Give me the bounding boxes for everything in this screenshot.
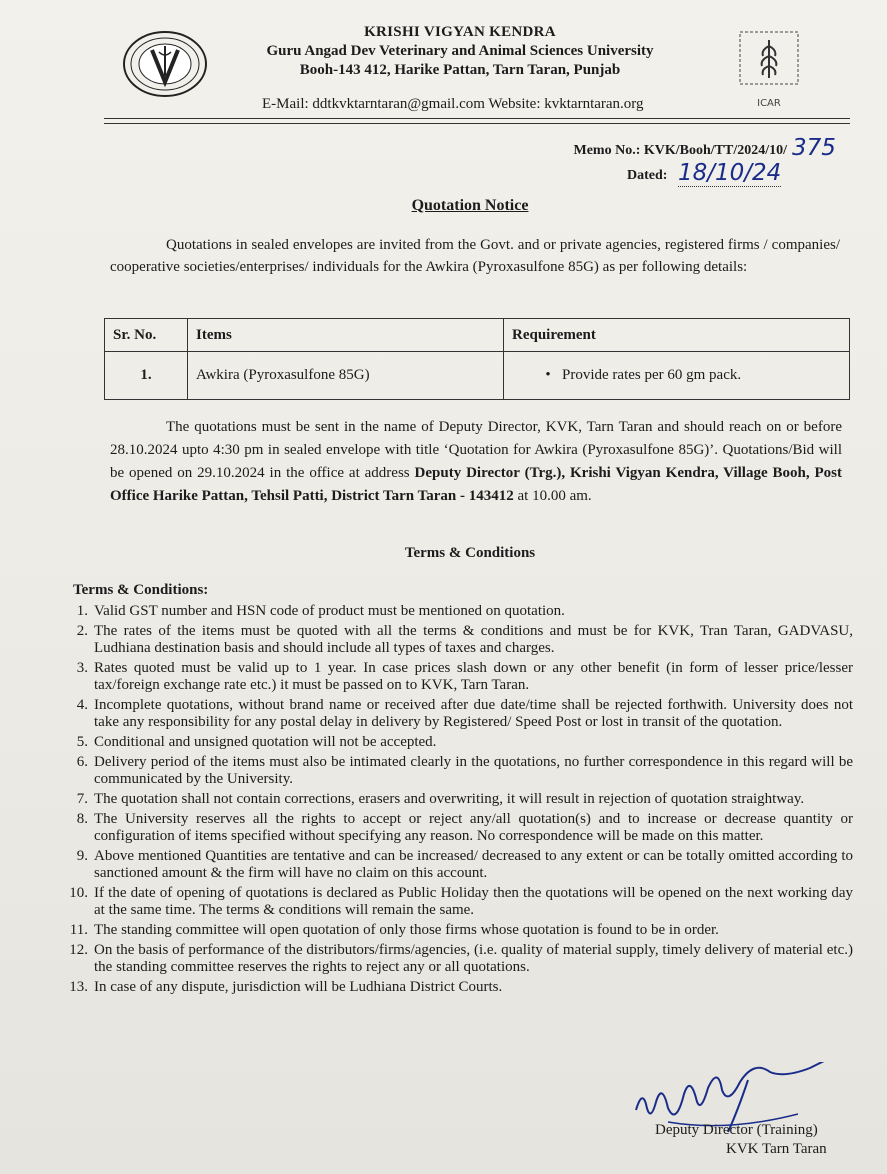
term-number: 7. — [76, 791, 88, 807]
term-text: The standing committee will open quotation of only those firms whose quotation is found to be in order. — [94, 922, 719, 938]
org-name: KRISHI VIGYAN KENDRA — [364, 24, 556, 40]
term-text: Valid GST number and HSN code of product must be mentioned on quotation. — [94, 603, 565, 619]
cell-item: Awkira (Pyroxasulfone 85G) — [188, 352, 504, 400]
term-number: 2. — [76, 623, 88, 639]
column-header: Sr. No. — [105, 319, 188, 352]
list-item — [50, 603, 853, 620]
submission-address: Deputy Director (Trg.), Krishi Vigyan Kendra, Village Booh, Post Office Harike Pattan, Tehsil Patti, District Tarn Taran - 143412 — [110, 465, 843, 504]
table-row — [105, 352, 850, 400]
term-number: 9. — [76, 848, 88, 864]
list-item — [50, 734, 853, 751]
list-item — [50, 885, 853, 919]
requirements-table — [104, 318, 850, 400]
dated-label: Dated: — [627, 168, 668, 183]
term-text: Delivery period of the items must also be intimated clearly in the quotations, no further correspondence in this regard will be communicated by the University. — [94, 754, 853, 787]
list-item — [50, 660, 853, 694]
term-text: The quotation shall not contain corrections, erasers and overwriting, it will result in rejection of quotation straightway. — [94, 791, 805, 807]
terms-subheading: Terms & Conditions: — [73, 582, 209, 598]
signatory-title: Deputy Director (Training) — [655, 1122, 818, 1138]
list-item — [50, 942, 853, 976]
submission-text: The quotations must be sent in the name of Deputy Director, KVK, Tarn Taran and should reach on or before 28.10.2024 upto 4:30 pm in sealed envelope with title ‘Quotation for Awkira (Pyroxasulfone 85G)’. Quotations/Bid will be opened on 29.10.2024 in the office at address — [110, 419, 842, 481]
term-number: 1. — [76, 603, 88, 619]
contact-line: E-Mail: ddtkvktarntaran@gmail.com Website: kvktarntaran.org — [262, 96, 644, 112]
university-name: Guru Angad Dev Veterinary and Animal Sciences University — [266, 43, 654, 59]
term-number: 6. — [76, 754, 88, 770]
list-item — [50, 697, 853, 731]
list-item — [50, 623, 853, 657]
list-item — [50, 754, 853, 788]
memo-number: Memo No.: KVK/Booh/TT/2024/10/ — [573, 143, 787, 158]
term-text: On the basis of performance of the distributors/firms/agencies, (i.e. quality of material supply, timely delivery of material etc.) the standing committee reserves the rights to reject any or all quotations. — [94, 942, 853, 975]
table-header-row — [105, 319, 850, 352]
term-number: 10. — [69, 885, 88, 901]
university-seal-icon — [122, 30, 208, 98]
term-text: The rates of the items must be quoted with all the terms & conditions and must be for KVK, Tran Taran, GADVASU, Ludhiana destination basis and should include all types of taxes and charges. — [94, 623, 853, 656]
term-number: 4. — [76, 697, 88, 713]
term-text: If the date of opening of quotations is declared as Public Holiday then the quotations will be opened on the next working day at the same time. The terms & conditions will remain the same. — [94, 885, 853, 918]
column-header: Items — [188, 319, 504, 352]
dated-handwritten: 18/10/24 — [678, 160, 782, 186]
term-number: 13. — [69, 979, 88, 995]
term-number: 3. — [76, 660, 88, 676]
term-text: Incomplete quotations, without brand name or received after due date/time shall be rejected forthwith. University does not take any responsibility for any postal delay in delivery by Registered/ Speed Post or lost in transit of the quotation. — [94, 697, 853, 730]
address: Booh-143 412, Harike Pattan, Tarn Taran, Punjab — [299, 62, 621, 78]
terms-list — [50, 603, 853, 996]
memo-handwritten: 375 — [792, 135, 836, 161]
submission-time: at 10.00 am. — [513, 488, 592, 504]
term-number: 5. — [76, 734, 88, 750]
term-number: 8. — [76, 811, 88, 827]
term-number: 11. — [69, 922, 88, 938]
requirement-text: Provide rates per 60 gm pack. — [562, 367, 742, 383]
header-divider — [104, 118, 850, 119]
cell-sr-no: 1. — [105, 352, 188, 400]
list-item — [50, 811, 853, 845]
term-number: 12. — [69, 942, 88, 958]
icar-logo-text: ICAR — [757, 98, 781, 109]
submission-paragraph — [110, 416, 842, 508]
term-text: In case of any dispute, jurisdiction will be Ludhiana District Courts. — [94, 979, 503, 995]
term-text: Above mentioned Quantities are tentative and can be increased/ decreased to any extent or can be totally omitted according to sanctioned amount & the firm will have no claim on this account. — [94, 848, 853, 881]
header-divider-2 — [104, 123, 850, 124]
list-item — [50, 979, 853, 996]
term-text: The University reserves all the rights to accept or reject any/all quotation(s) and to increase or decrease quantity or configuration of items specified without specifying any reason. No correspondence will be made on this matter. — [94, 811, 853, 844]
term-text: Rates quoted must be valid up to 1 year. In case prices slash down or any other benefit (in form of lesser price/lesser tax/foreign exchange rate etc.) it must be passed on to KVK, Tarn Taran. — [94, 660, 853, 693]
bullet-icon: • — [545, 367, 551, 383]
term-text: Conditional and unsigned quotation will not be accepted. — [94, 734, 437, 750]
cell-requirement — [504, 352, 850, 400]
list-item — [50, 791, 853, 808]
column-header: Requirement — [504, 319, 850, 352]
signatory-office: KVK Tarn Taran — [726, 1141, 827, 1157]
terms-heading: Terms & Conditions — [404, 545, 536, 561]
icar-logo-icon — [738, 30, 800, 110]
intro-paragraph: Quotations in sealed envelopes are invited from the Govt. and or private agencies, registered firms / companies/ cooperative societies/enterprises/ individuals for the Awkira (Pyroxasulfone 85G) as per following details: — [110, 237, 840, 275]
list-item — [50, 922, 853, 939]
page-title: Quotation Notice — [411, 197, 529, 214]
list-item — [50, 848, 853, 882]
